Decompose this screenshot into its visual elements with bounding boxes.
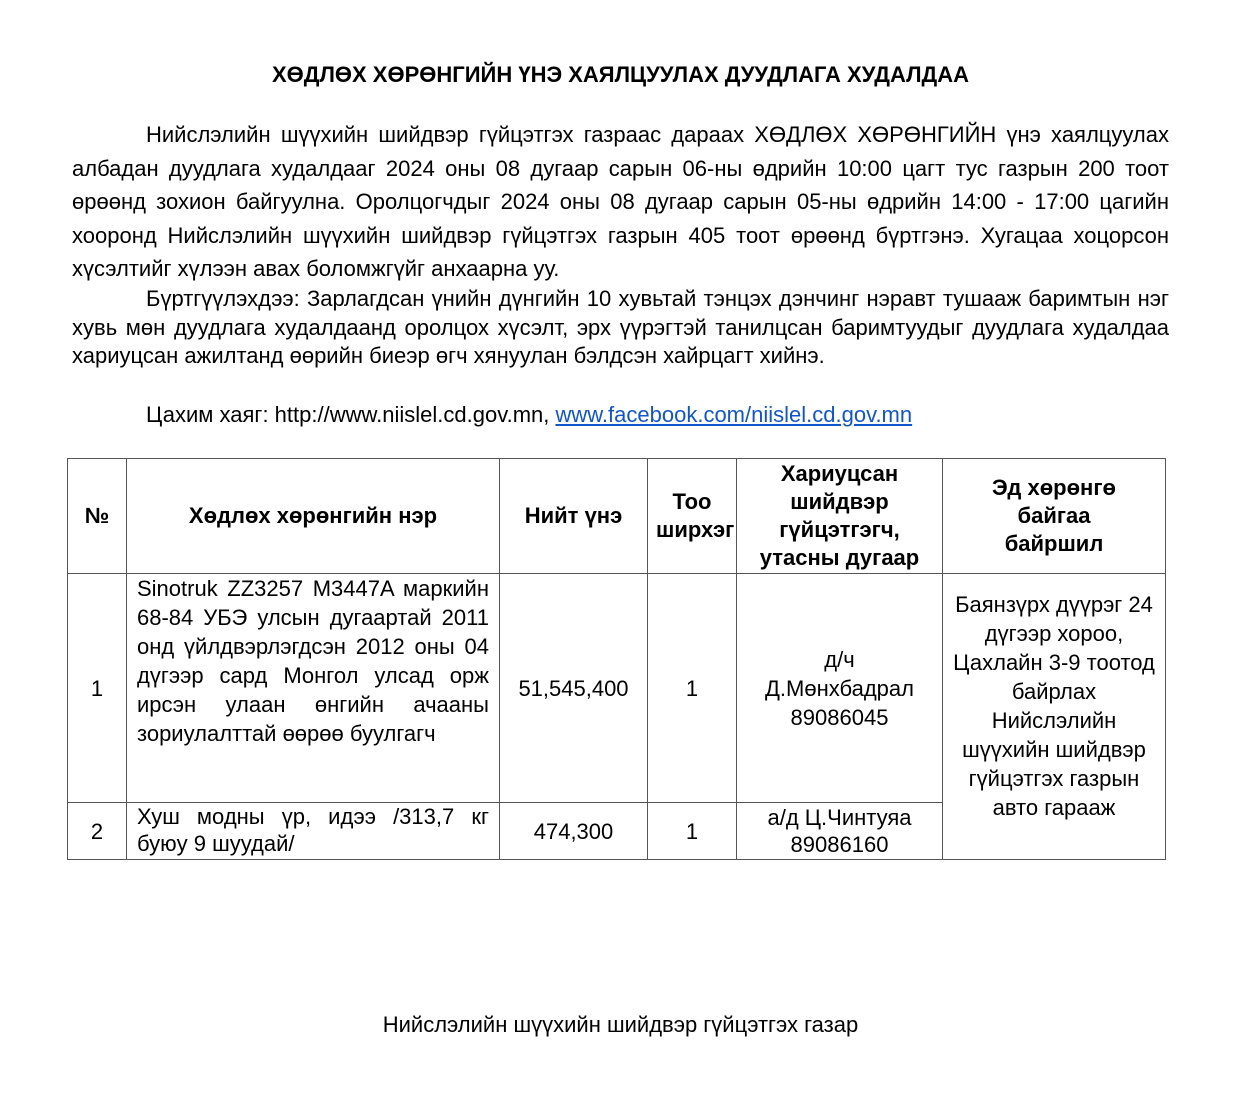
contact-label: Цахим хаяг: http://www.niislel.cd.gov.mn, — [146, 402, 556, 427]
row-total-price: 51,545,400 — [500, 574, 648, 803]
row-number: 2 — [68, 803, 127, 860]
header-asset-name: Хөдлөх хөрөнгийн нэр — [127, 459, 500, 574]
header-total-price: Нийт үнэ — [500, 459, 648, 574]
asset-location: Баянзүрх дүүрэг 24 дүгээр хороо, Цахлайн 3-9 тоотод байрлах Нийслэлийн шүүхийн шийдвэр гүйцэтгэх газрын авто гарааж — [943, 574, 1166, 860]
assets-table — [67, 458, 1166, 860]
contact-line — [72, 400, 1169, 430]
table-row — [68, 574, 1166, 803]
row-asset-name: Sinotruk ZZ3257 M3447A маркийн 68-84 УБЭ улсын дугаартай 2011 онд үйлдвэрлэгдсэн 2012 оны 04 дүгээр сард Монгол улсад орж ирсэн улаан өнгийн ачааны зориулалттай өөрөө буулгагч — [127, 574, 500, 803]
officer-name: а/д Ц.Чинтуяа — [767, 805, 912, 830]
row-asset-name: Хуш модны үр, идээ /313,7 кг буюу 9 шуудай/ — [127, 803, 500, 860]
header-location: Эд хөрөнгө байгаа байршил — [943, 459, 1166, 574]
officer-phone: 89086160 — [790, 832, 889, 857]
document-title: ХӨДЛӨХ ХӨРӨНГИЙН ҮНЭ ХАЯЛЦУУЛАХ ДУУДЛАГА ХУДАЛДАА — [272, 62, 969, 87]
facebook-link[interactable]: www.facebook.com/niislel.cd.gov.mn — [555, 402, 913, 427]
row-total-price: 474,300 — [500, 803, 648, 860]
row-quantity: 1 — [648, 803, 737, 860]
officer-phone: 89086045 — [790, 704, 889, 730]
officer-title: д/ч — [824, 646, 855, 672]
row-number: 1 — [68, 574, 127, 803]
row-officer — [737, 574, 943, 803]
header-officer: Хариуцсан шийдвэр гүйцэтгэгч, утасны дугаар — [737, 459, 943, 574]
header-quantity: Тоо ширхэг — [648, 459, 737, 574]
table-header-row — [68, 459, 1166, 574]
footer-organization: Нийслэлийн шүүхийн шийдвэр гүйцэтгэх газар — [382, 1012, 859, 1037]
announcement-paragraph: Нийслэлийн шүүхийн шийдвэр гүйцэтгэх газраас дараах ХӨДЛӨХ ХӨРӨНГИЙН үнэ хаялцуулах албадан дуудлага худалдааг 2024 оны 08 дугаар сарын 06-ны өдрийн 10:00 цагт тус газрын 200 тоот өрөөнд зохион байгуулна. Оролцогчдыг 2024 оны 08 дугаар сарын 05-ны өдрийн 14:00 - 17:00 цагийн хооронд Нийслэлийн шүүхийн шийдвэр гүйцэтгэх газрын 405 тоот өрөөнд бүртгэнэ. Хугацаа хоцорсон хүсэлтийг хүлээн авах боломжгүйг анхаарна уу. — [72, 122, 1169, 281]
registration-paragraph: Бүртгүүлэхдээ: Зарлагдсан үнийн дүнгийн 10 хувьтай тэнцэх дэнчинг нэравт тушааж баримтын нэг хувь мөн дуудлага худалдаанд оролцох хүсэлт, эрх үүрэгтэй танилцсан баримтуудыг дуудлага худалдаа хариуцсан ажилтанд өөрийн биеэр өгч хянуулан бэлдсэн хайрцагт хийнэ. — [72, 286, 1169, 368]
header-number: № — [68, 459, 127, 574]
row-quantity: 1 — [648, 574, 737, 803]
officer-name: Д.Мөнхбадрал — [765, 675, 914, 701]
row-officer — [737, 803, 943, 860]
